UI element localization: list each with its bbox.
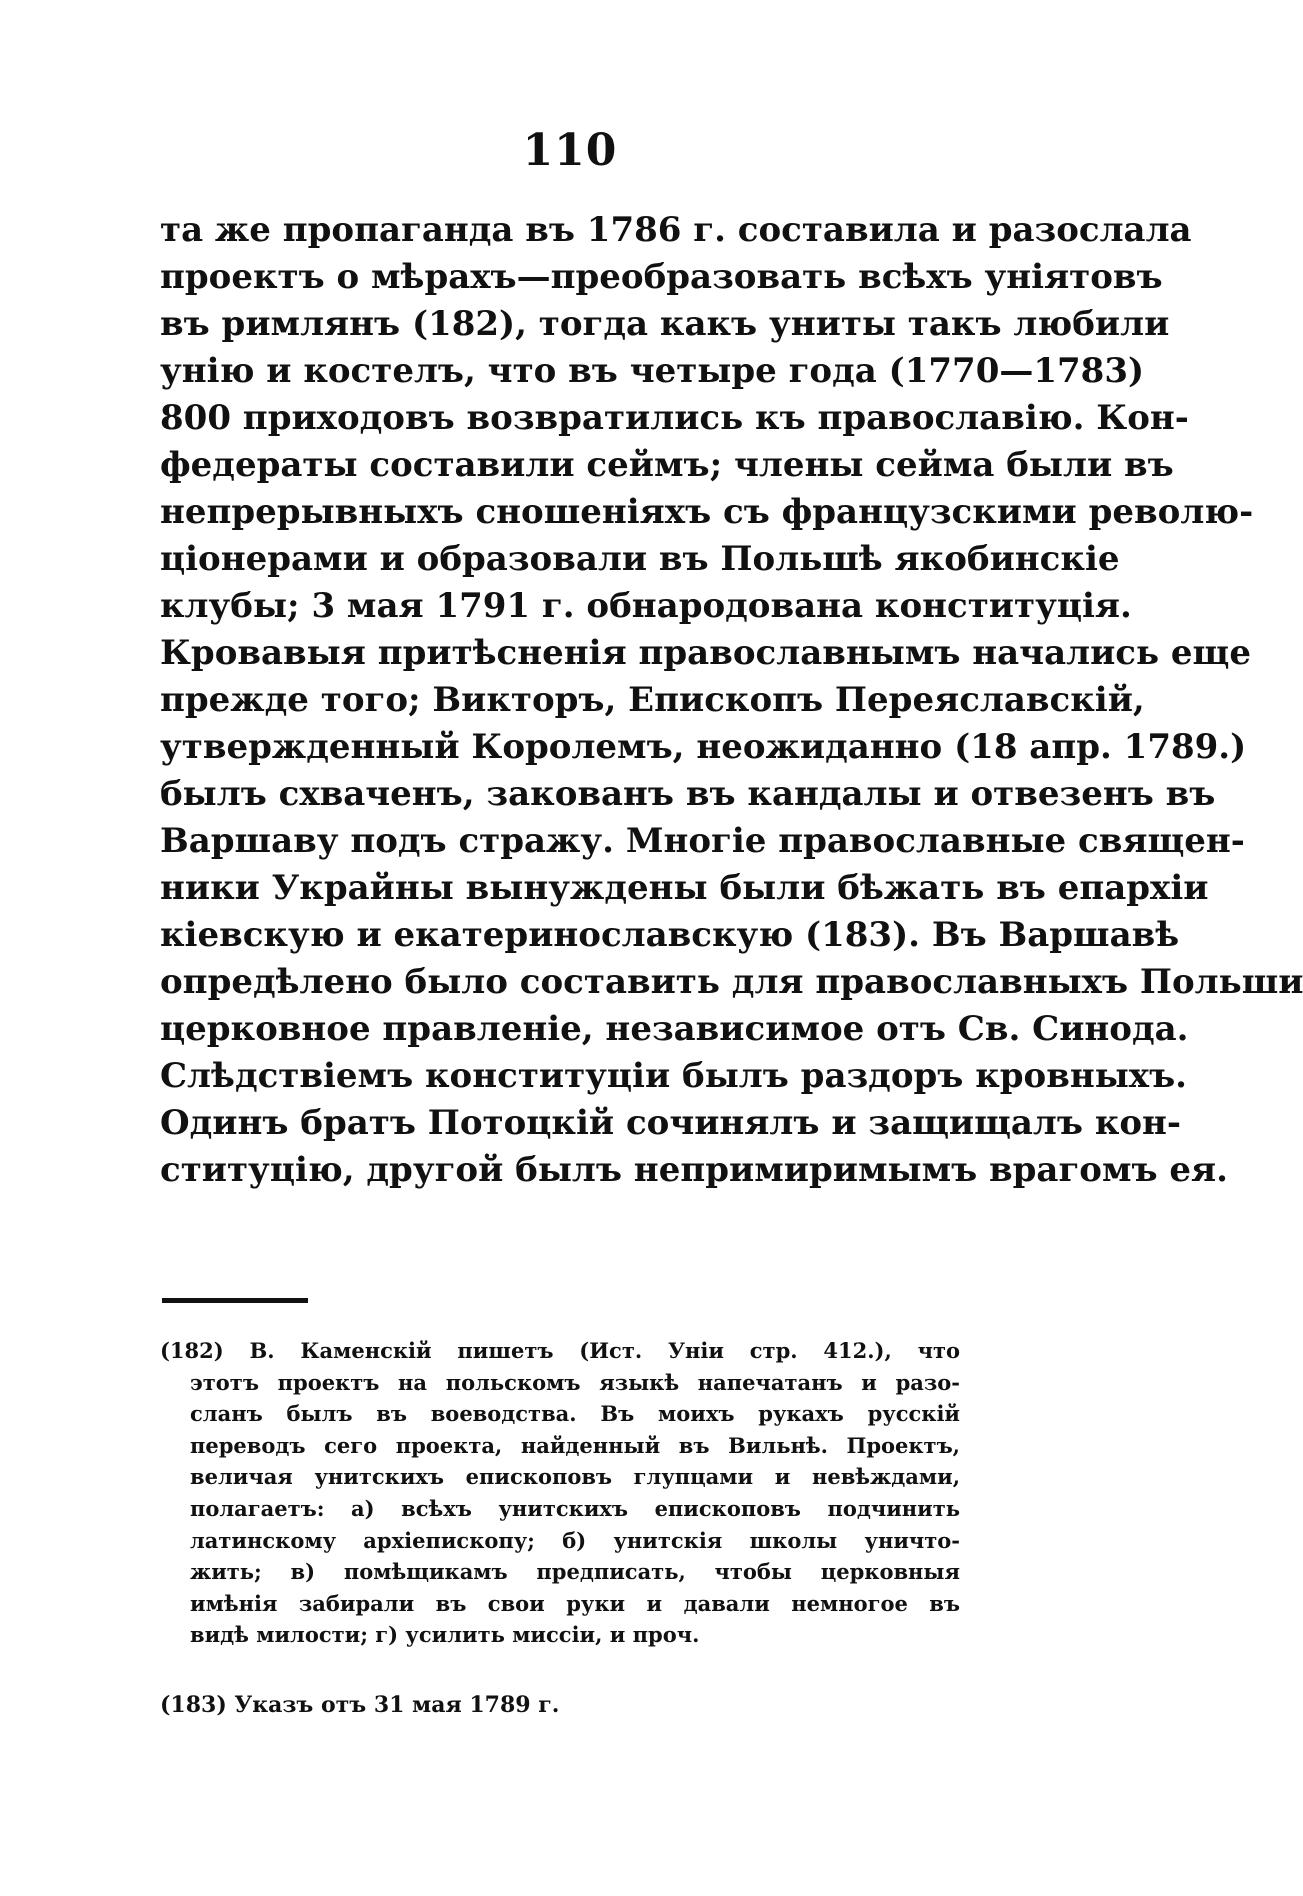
text-line: ники Украйны вынуждены были бѣжать въ епархіи: [160, 868, 1209, 908]
footnote-line: имѣнія забирали въ свои руки и давали немногое въ: [190, 1590, 960, 1616]
text-line: опредѣлено было составить для православныхъ Польши: [160, 962, 1303, 1002]
footnote-182: [160, 1335, 960, 1651]
text-line: прежде того; Викторъ, Епископъ Переяславскій,: [160, 680, 1145, 720]
text-line: Варшаву подъ стражу. Многіе православные священ-: [160, 821, 1245, 861]
footnote-line: сланъ былъ въ воеводства. Въ моихъ рукахъ русскій: [190, 1401, 960, 1427]
text-line: въ римлянъ (182), тогда какъ униты такъ любили: [160, 304, 1170, 344]
text-line: кіевскую и екатеринославскую (183). Въ Варшавѣ: [160, 915, 1180, 955]
text-line: Одинъ братъ Потоцкій сочинялъ и защищалъ кон-: [160, 1103, 1182, 1143]
footnote-line: величая унитскихъ епископовъ глупцами и невѣждами,: [190, 1464, 960, 1490]
main-text: [160, 207, 1303, 1194]
text-line: ціонерами и образовали въ Польшѣ якобинскіе: [160, 539, 1120, 579]
footnote-line: видѣ милости; г) усилить миссіи, и проч.: [190, 1622, 700, 1648]
footnote-line: жить; в) помѣщикамъ предписать, чтобы церковныя: [190, 1559, 960, 1585]
text-line: церковное правленіе, независимое отъ Св. Синода.: [160, 1009, 1189, 1049]
footnote-line: полагаетъ: а) всѣхъ унитскихъ епископовъ подчинить: [190, 1495, 960, 1521]
text-line: та же пропаганда въ 1786 г. составила и разослала: [160, 210, 1192, 250]
text-line: федераты составили сеймъ; члены сейма были въ: [160, 445, 1174, 485]
page-number: 110: [522, 125, 618, 176]
text-line: проектъ о мѣрахъ—преобразовать всѣхъ уніятовъ: [160, 257, 1163, 297]
text-line: ституцію, другой былъ непримиримымъ врагомъ ея.: [160, 1150, 1228, 1190]
footnote-line: этотъ проектъ на польскомъ языкѣ напечатанъ и разо-: [190, 1369, 960, 1395]
footnote-divider: [162, 1298, 308, 1303]
text-line: Слѣдствіемъ конституціи былъ раздоръ кровныхъ.: [160, 1056, 1187, 1096]
text-line: унію и костелъ, что въ четыре года (1770—1783): [160, 351, 1145, 391]
text-line: Кровавыя притѣсненія православнымъ начались еще: [160, 633, 1251, 673]
text-line: утвержденный Королемъ, неожиданно (18 апр. 1789.): [160, 727, 1247, 767]
text-line: 800 приходовъ возвратились къ православію. Кон-: [160, 398, 1189, 438]
text-line: клубы; 3 мая 1791 г. обнародована конституція.: [160, 586, 1132, 626]
footnote-line: (182) В. Каменскій пишетъ (Ист. Уніи стр. 412.), что: [160, 1338, 960, 1363]
text-line: былъ схваченъ, закованъ въ кандалы и отвезенъ въ: [160, 774, 1216, 814]
footnote-183: (183) Указъ отъ 31 мая 1789 г.: [160, 1692, 560, 1718]
footnote-line: переводъ сего проекта, найденный въ Вильнѣ. Проектъ,: [190, 1432, 960, 1458]
footnote-line: латинскому архіепископу; б) унитскія школы уничто-: [190, 1527, 960, 1553]
text-line: непрерывныхъ сношеніяхъ съ французскими револю-: [160, 492, 1254, 532]
